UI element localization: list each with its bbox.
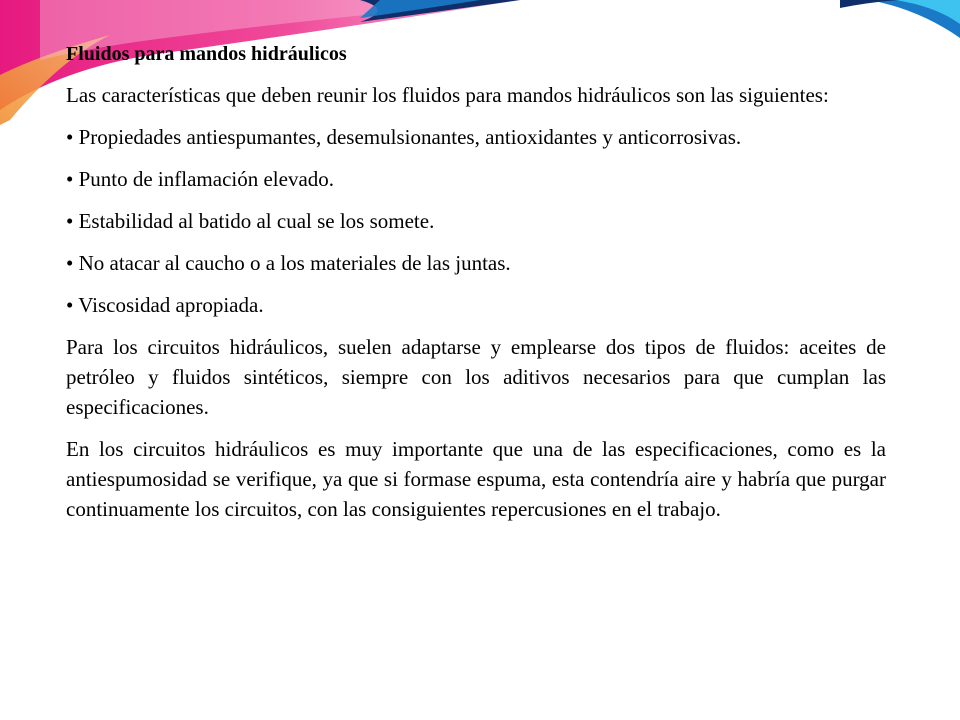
bullet-item: • Viscosidad apropiada.: [66, 293, 264, 317]
slide-content: [66, 40, 886, 536]
body-paragraph: Para los circuitos hidráulicos, suelen adaptarse y emplearse dos tipos de fluidos: aceites de petróleo y fluidos sintéticos, siempre con los aditivos necesarios para que cumplan las especificaciones.: [66, 335, 886, 419]
intro-paragraph: Las características que deben reunir los fluidos para mandos hidráulicos son las siguientes:: [66, 83, 829, 107]
bullet-item: • Estabilidad al batido al cual se los somete.: [66, 209, 435, 233]
bullet-item: • Punto de inflamación elevado.: [66, 167, 335, 191]
body-paragraph: En los circuitos hidráulicos es muy importante que una de las especificaciones, como es la antiespumosidad se verifique, ya que si formase espuma, esta contendría aire y habría que purgar continuamente los circuitos, con las consiguientes repercusiones en el trabajo.: [66, 437, 886, 521]
bullet-item: • Propiedades antiespumantes, desemulsionantes, antioxidantes y anticorrosivas.: [66, 125, 742, 149]
bullet-item: • No atacar al caucho o a los materiales de las juntas.: [66, 251, 511, 275]
slide-title: Fluidos para mandos hidráulicos: [66, 43, 347, 65]
